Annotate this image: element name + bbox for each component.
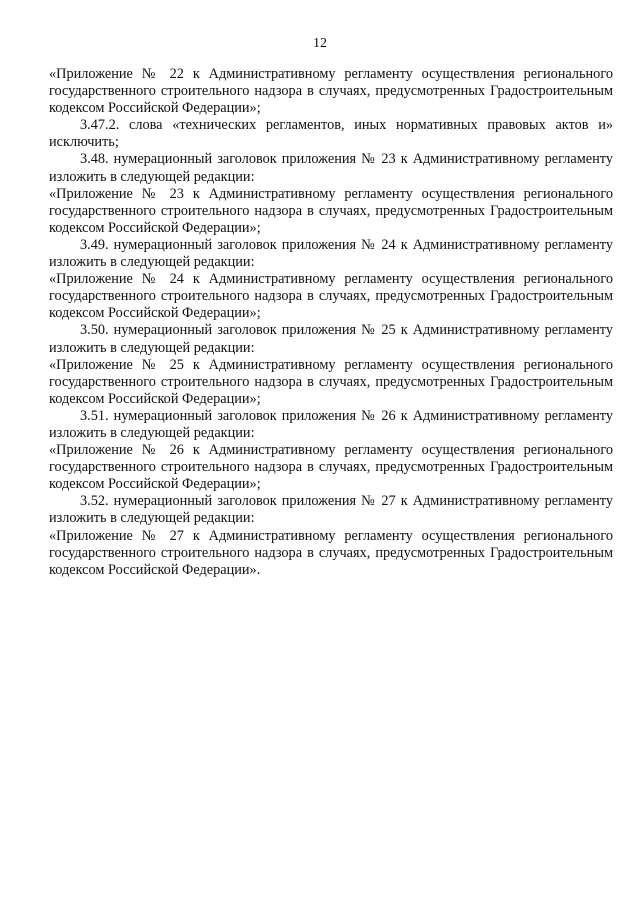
page-number: 12: [313, 36, 327, 51]
document-body: [49, 66, 613, 579]
paragraph-10: «Приложение № 26 к Административному регламенту осуществления регионального государственного строительного надзора в случаях, предусмотренных Градостроительным кодексом Российской Федерации»;: [49, 442, 613, 493]
paragraph-9: 3.51. нумерационный заголовок приложения № 26 к Административному регламенту изложить в следующей редакции:: [49, 407, 613, 441]
paragraph-4: «Приложение № 23 к Административному регламенту осуществления регионального государственного строительного надзора в случаях, предусмотренных Градостроительным кодексом Российской Федерации»;: [49, 185, 613, 236]
paragraph-1: «Приложение № 22 к Административному регламенту осуществления регионального государственного строительного надзора в случаях, предусмотренных Градостроительным кодексом Российской Федерации»;: [49, 66, 613, 117]
paragraph-2: 3.47.2. слова «технических регламентов, иных нормативных правовых актов и» исключить;: [49, 117, 613, 151]
paragraph-8: «Приложение № 25 к Административному регламенту осуществления регионального государственного строительного надзора в случаях, предусмотренных Градостроительным кодексом Российской Федерации»;: [49, 356, 613, 407]
paragraph-12: «Приложение № 27 к Административному регламенту осуществления регионального государственного строительного надзора в случаях, предусмотренных Градостроительным кодексом Российской Федерации».: [49, 527, 613, 578]
paragraph-5: 3.49. нумерационный заголовок приложения № 24 к Административному регламенту изложить в следующей редакции:: [49, 236, 613, 271]
paragraph-11: 3.52. нумерационный заголовок приложения № 27 к Административному регламенту изложить в следующей редакции:: [49, 493, 613, 527]
paragraph-7: 3.50. нумерационный заголовок приложения № 25 к Административному регламенту изложить в следующей редакции:: [49, 322, 613, 356]
paragraph-6: «Приложение № 24 к Административному регламенту осуществления регионального государственного строительного надзора в случаях, предусмотренных Градостроительным кодексом Российской Федерации»;: [49, 271, 613, 322]
paragraph-3: 3.48. нумерационный заголовок приложения № 23 к Административному регламенту изложить в следующей редакции:: [49, 151, 613, 185]
